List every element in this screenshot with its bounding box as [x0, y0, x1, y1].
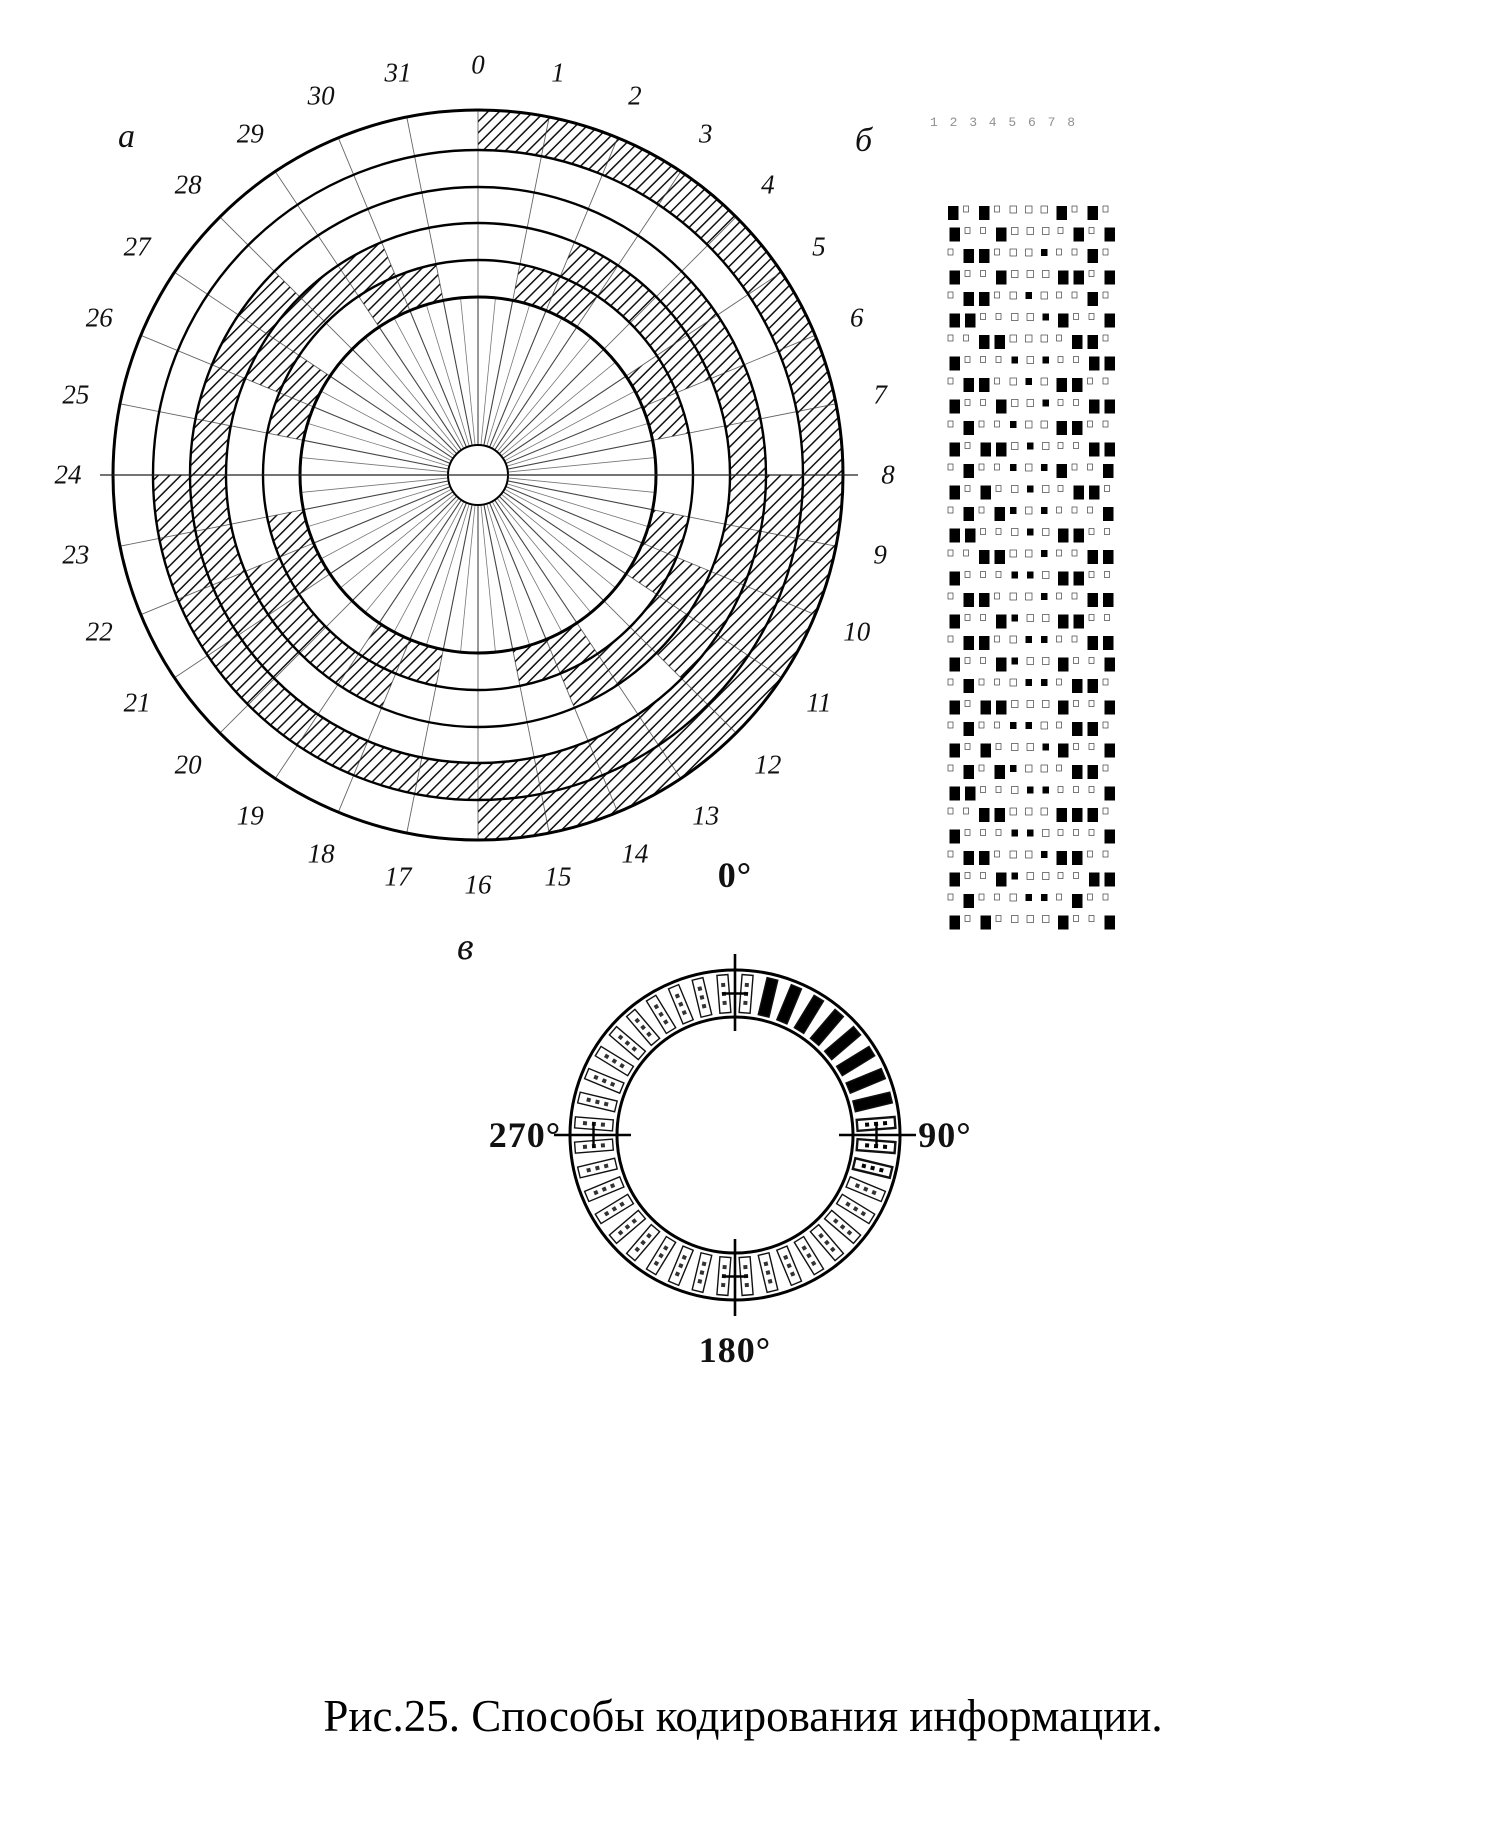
sector-label-29: 29: [236, 118, 264, 149]
sector-label-17: 17: [384, 861, 412, 892]
sector-label-7: 7: [873, 379, 887, 410]
sector-label-23: 23: [62, 539, 90, 570]
sector-label-18: 18: [307, 838, 335, 869]
disc-tracks: [100, 110, 858, 840]
figure-caption: Рис.25. Способы кодирования информации.: [323, 1691, 1163, 1741]
code-tape-svg: [940, 200, 1130, 960]
sector-label-2: 2: [628, 80, 642, 111]
tape-header-text: 1 2 3 4 5 6 7 8: [930, 115, 1078, 130]
ring-segments: [554, 954, 916, 1316]
panel-b-letter: б: [855, 122, 873, 159]
sector-label-11: 11: [806, 687, 832, 718]
code-disc-svg: [100, 80, 860, 870]
sector-label-27: 27: [123, 231, 151, 262]
panel-b-code-tape: [940, 200, 1130, 960]
sector-label-6: 6: [850, 302, 864, 333]
sector-label-12: 12: [754, 749, 782, 780]
sector-label-9: 9: [873, 539, 887, 570]
sector-label-1: 1: [551, 57, 565, 88]
panel-v-letter: в: [457, 926, 474, 968]
panel-a-code-disc: [54, 49, 895, 900]
sector-label-10: 10: [843, 616, 871, 647]
sector-label-3: 3: [699, 118, 713, 149]
sector-label-4: 4: [761, 169, 775, 200]
sector-label-20: 20: [174, 749, 202, 780]
sector-label-26: 26: [85, 302, 113, 333]
sector-label-14: 14: [621, 838, 649, 869]
sector-label-5: 5: [812, 231, 826, 262]
sector-label-21: 21: [123, 687, 151, 718]
sector-label-16: 16: [464, 869, 492, 900]
sector-label-13: 13: [692, 800, 720, 831]
sector-label-0: 0: [471, 49, 485, 80]
panel-a-letter: а: [118, 118, 135, 155]
sector-label-30: 30: [307, 80, 335, 111]
sector-label-25: 25: [62, 379, 90, 410]
degree-label-0deg: 0°: [717, 855, 753, 895]
sector-label-28: 28: [174, 169, 202, 200]
degree-label-180deg: 180°: [698, 1330, 772, 1370]
code-ring-svg: [500, 910, 970, 1360]
degree-label-270deg: 270°: [488, 1115, 562, 1155]
sector-label-8: 8: [881, 459, 895, 490]
sector-label-19: 19: [236, 800, 264, 831]
sector-label-15: 15: [544, 861, 572, 892]
tape-cells: [948, 206, 1115, 930]
degree-label-90deg: 90°: [918, 1115, 972, 1155]
sector-label-24: 24: [54, 459, 82, 490]
sector-label-31: 31: [384, 57, 412, 88]
sector-label-22: 22: [85, 616, 113, 647]
